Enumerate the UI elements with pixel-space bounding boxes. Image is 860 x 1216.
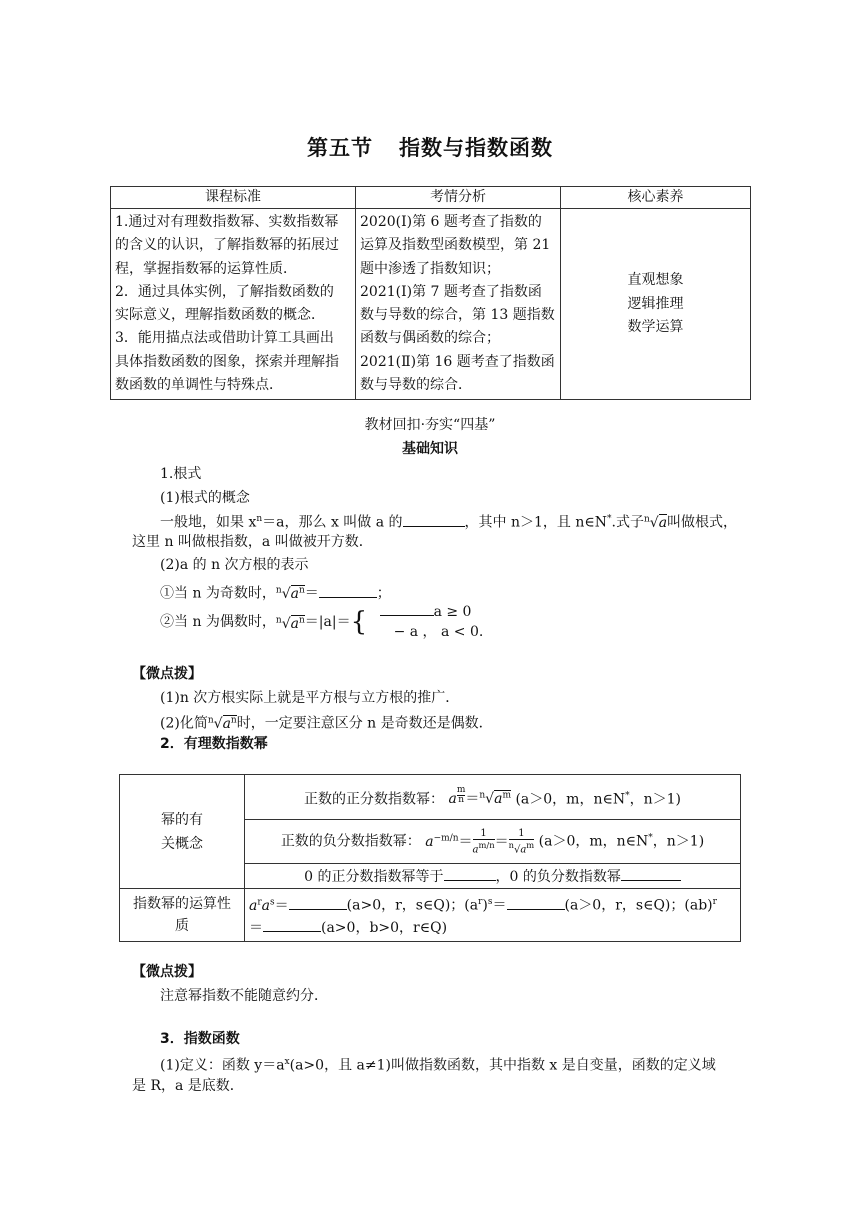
definition-line2: 是 R，a 是底数． <box>132 1078 244 1094</box>
radical-expression: $^n√a^n$ <box>275 585 305 602</box>
answer-blank[interactable] <box>507 897 565 910</box>
sub-heading-representation: (2)a 的 n 次方根的表示 <box>160 557 309 573</box>
answer-blank[interactable] <box>403 514 465 527</box>
text-line: 2．通过具体实例，了解指数函数的 <box>115 283 334 300</box>
title-part-section: 第五节 <box>307 136 373 160</box>
sub-heading-concept: (1)根式的概念 <box>160 490 250 506</box>
text-span: ，n＞1) <box>629 791 681 808</box>
piecewise-cases <box>380 602 484 642</box>
text-span: 正数的正分数指数幂： <box>304 791 445 808</box>
positive-fraction-power-cell: 正数的正分数指数幂： a $^{\frac{m}{n}}$ $=^n√a^m$ (a＞0，m，n∈N*，n＞1) <box>245 775 741 820</box>
definition-line1: (1)定义：函数 $y=a^x(a>0$，且 a≠1)叫做指数函数，其中指数 x 是自变量，函数的定义域 <box>160 1057 716 1074</box>
radical-definition-line2: 这里 n 叫做根指数，a 叫做被开方数． <box>132 534 373 550</box>
text-line: 2020(Ⅰ)第 6 题考查了指数的 <box>360 214 542 230</box>
heading-rational-exponent: 2．有理数指数幂 <box>160 736 268 752</box>
tip-line: (1)n 次方根实际上就是平方根与立方根的推广． <box>160 690 460 706</box>
text-span: ； <box>376 585 391 602</box>
text-span: ①当 n 为奇数时， <box>160 585 276 602</box>
text-span: (2)化简 <box>160 715 208 732</box>
text-span: (a>0，且 a≠1)叫做指数函数，其中指数 x 是自变量，函数的定义域 <box>289 1057 716 1074</box>
power-operations-cell <box>245 889 741 942</box>
answer-blank[interactable] <box>289 897 347 910</box>
exam-analysis-cell <box>356 209 561 400</box>
text-span: 0 的正分数指数幂等于 <box>304 869 444 885</box>
answer-blank[interactable] <box>380 603 434 616</box>
section-subheader: 基础知识 <box>402 441 458 457</box>
heading-radical: 1.根式 <box>160 466 202 482</box>
text-line: 逻辑推理 <box>627 295 684 312</box>
text-span: (a＞0，m，n∈N <box>538 833 649 850</box>
rational-exponent-table <box>119 774 741 942</box>
tip-heading: 【微点拨】 <box>132 666 202 682</box>
text-line: 的含义的认识，了解指数幂的拓展过 <box>115 237 339 254</box>
negative-fraction-power-cell: 正数的负分数指数幂： $a^{-m/n}=$ $\frac{1}{a^{m/n}}$ ＝ $\frac{1}{^n√a^m}$ (a＞0，m，n∈N*，n＞1) <box>245 820 741 864</box>
superscript: n <box>256 514 263 524</box>
text-span: ，n＞1) <box>652 833 705 850</box>
core-literacy-cell <box>561 209 751 400</box>
text-span: (a＞0，r，s∈Q)；(ab) <box>564 897 713 914</box>
text-span: ②当 n 为偶数时， <box>160 614 276 630</box>
superscript: * <box>607 514 612 524</box>
header-course-standard: 课程标准 <box>111 187 356 209</box>
text-span: 一般地，如果 x <box>160 514 257 531</box>
radical-expression: $^n√a^n$ <box>275 615 305 632</box>
text-line: 数与导数的综合． <box>360 377 472 394</box>
text-line: 数函数的单调性与特殊点． <box>115 377 283 394</box>
zero-power-cell <box>245 864 741 889</box>
course-standard-cell <box>111 209 356 400</box>
text-line: 函数与偶函数的综合； <box>360 330 500 347</box>
text-line: 数与导数的综合，第 13 题指数 <box>360 307 555 324</box>
text-span: ，0 的负分数指数幂 <box>495 869 621 885</box>
radical-expression: $^n$√a <box>643 514 668 531</box>
table-row <box>120 775 741 820</box>
answer-blank[interactable] <box>263 919 321 932</box>
text-span: ，其中 n＞1，且 n∈N <box>464 514 608 531</box>
text-line: 运算及指数型函数模型，第 21 <box>360 237 551 254</box>
radical-expression: $^n√a^n$ <box>207 715 237 732</box>
title-part-topic: 指数与指数函数 <box>399 136 553 160</box>
heading-exponential-function: 3．指数函数 <box>160 1031 240 1047</box>
row-label-power-concepts: 幂的有 关概念 <box>120 775 245 889</box>
text-span: (a＞0，m，n∈N <box>515 791 626 808</box>
header-core-literacy: 核心素养 <box>561 187 751 209</box>
text-span: ＝a，那么 x 叫做 a 的 <box>262 514 403 531</box>
page-title <box>0 132 860 162</box>
formula: $a^ra^s=$ <box>249 897 289 914</box>
text-line: 直观想象 <box>627 272 684 289</box>
answer-blank[interactable] <box>319 585 377 598</box>
text-line: 3．能用描点法或借助计算工具画出 <box>115 330 334 347</box>
text-line: 2021(Ⅱ)第 16 题考查了指数函 <box>360 353 555 370</box>
answer-blank[interactable] <box>444 868 496 881</box>
text-span: (a>0，b>0，r∈Q) <box>321 919 448 936</box>
tip-heading: 【微点拨】 <box>132 964 202 980</box>
text-line: $a^ra^s= (a>0$，r，s∈Q)；$(a^r)^s= (a>0$，r，s∈Q)；(ab)$^r$ <box>249 897 717 914</box>
course-standards-table <box>110 186 751 400</box>
text-span: 正数的负分数指数幂： <box>280 833 421 850</box>
text-span: ＝|a|＝ <box>304 614 351 630</box>
text-line: 题中渗透了指数知识； <box>360 260 500 277</box>
text-line: 程，掌握指数幂的运算性质． <box>115 260 297 277</box>
answer-blank[interactable] <box>621 868 681 881</box>
even-case-line <box>160 602 483 642</box>
text-line: 实际意义，理解指数函数的概念． <box>115 307 325 324</box>
text-span: 叫做根式， <box>667 514 738 531</box>
text-span: (a>0，r，s∈Q)；(a <box>346 897 479 914</box>
table-row <box>120 889 741 942</box>
text-span: a ≥ 0 <box>433 604 472 620</box>
formula: a $^{\frac{m}{n}}$ $=^n√a^m$ <box>448 784 511 808</box>
text-span: .式子 <box>611 514 644 531</box>
formula: $a^{-m/n}=$ $\frac{1}{a^{m/n}}$ ＝ $\frac{1}{^n√a^m}$ <box>425 827 535 856</box>
case-row <box>380 602 484 622</box>
text-line: 数学运算 <box>627 318 684 335</box>
table-header-row <box>111 187 751 209</box>
section-header: 教材回扣·夯实“四基” <box>364 417 496 433</box>
text-line: 2021(Ⅰ)第 7 题考查了指数函 <box>360 283 542 300</box>
text-span: 时，一定要注意区分 n 是奇数还是偶数． <box>236 715 493 732</box>
header-exam-analysis: 考情分析 <box>356 187 561 209</box>
text-span: ＝ <box>304 585 319 602</box>
text-line: 具体指数函数的图象，探索并理解指 <box>115 353 339 370</box>
text-line: 1.通过对有理数指数幂、实数指数幂 <box>115 214 339 230</box>
text-span: (1)定义：函数 y＝a <box>160 1057 285 1074</box>
brace-symbol: { <box>350 607 368 637</box>
row-label-power-operations: 指数幂的运算性 质 <box>120 889 245 942</box>
table-row <box>111 209 751 400</box>
text-line: ＝ (a>0，b>0，r∈Q) <box>249 919 448 936</box>
case-row: − a ， a < 0. <box>393 624 484 640</box>
tip-line: 注意幂指数不能随意约分． <box>160 988 328 1004</box>
